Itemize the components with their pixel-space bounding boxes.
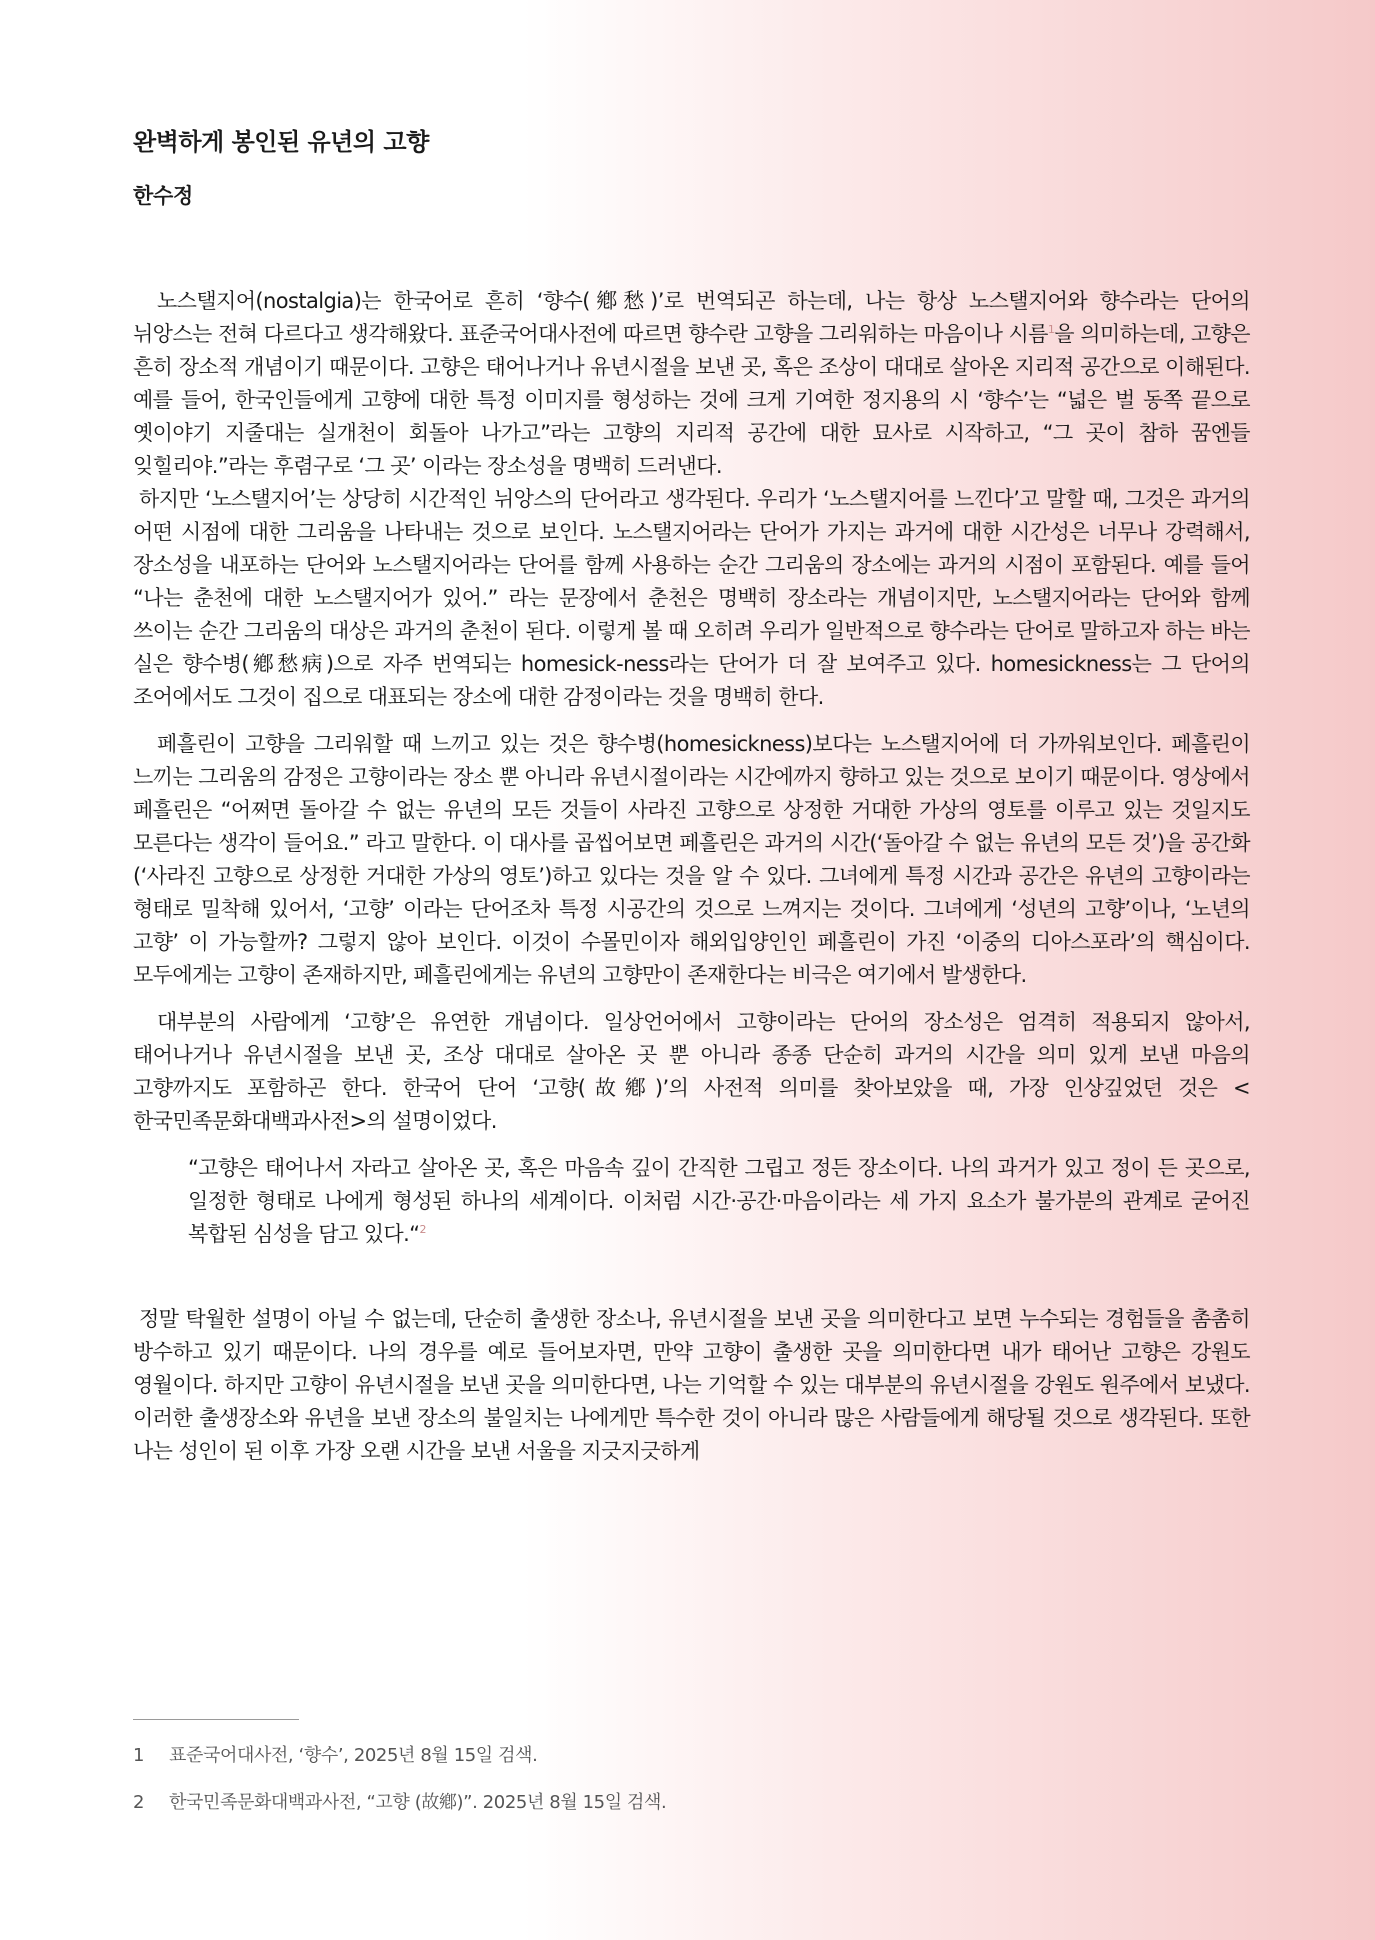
paragraph-1 [133,285,1250,714]
paragraph-1-text-a: 노스탤지어(nostalgia)는 한국어로 흔히 ‘향수(鄕愁)’로 번역되곤 하는데, 나는 항상 노스탤지어와 향수라는 단어의 뉘앙스는 전혀 다르다고 생각해왔다. 표준국어대사전에 따르면 향수란 고향을 그리워하는 마음이나 시름 [133,289,1250,346]
footnote-1-text: 표준국어대사전, ‘향수’, 2025년 8월 15일 검색. [169,1745,538,1766]
article-body [133,285,1250,1482]
footnote-1 [133,1741,537,1767]
paragraph-3: 페흘린이 고향을 그리워할 때 느끼고 있는 것은 향수병(homesickness)보다는 노스탤지어에 더 가까워보인다. 페흘린이 느끼는 그리움의 감정은 고향이라는 장소 뿐 아니라 유년시절이라는 시간에까지 향하고 있는 것으로 보이기 때문이다. 영상에서 페흘린은 “어쩌면 돌아갈 수 없는 유년의 모든 것들이 사라진 고향으로 상정한 거대한 가상의 영토를 이루고 있는 것일지도 모른다는 생각이 들어요.” 라고 말한다. 이 대사를 곱씹어보면 페흘린은 과거의 시간(‘돌아갈 수 없는 유년의 모든 것’)을 공간화(‘사라진 고향으로 상정한 거대한 가상의 영토’)하고 있다는 것을 알 수 있다. 그녀에게 특정 시간과 공간은 유년의 고향이라는 형태로 밀착해 있어서, ‘고향’ 이라는 단어조차 특정 시공간의 것으로 느껴지는 것이다. 그녀에게 ‘성년의 고향’이나, ‘노년의 고향’ 이 가능할까? 그렇지 않아 보인다. 이것이 수몰민이자 해외입양인인 페흘린이 가진 ‘이중의 디아스포라’의 핵심이다. 모두에게는 고향이 존재하지만, 페흘린에게는 유년의 고향만이 존재한다는 비극은 여기에서 발생한다. [133,732,1250,987]
block-quote [188,1152,1250,1251]
footnote-2-number: 2 [133,1792,145,1813]
footnote-divider [133,1719,299,1720]
footnote-ref-2[interactable]: 2 [419,1223,426,1236]
footnote-ref-1[interactable]: 1 [1047,323,1055,336]
paragraph-2-text: 하지만 ‘노스탤지어’는 상당히 시간적인 뉘앙스의 단어라고 생각된다. 우리가 ‘노스탤지어를 느낀다’고 말할 때, 그것은 과거의 어떤 시점에 대한 그리움을 나타내는 것으로 보인다. 노스탤지어라는 단어가 가지는 과거에 대한 시간성은 너무나 강력해서, 장소성을 내포하는 단어와 노스탤지어라는 단어를 함께 사용하는 순간 그리움의 장소에는 과거의 시점이 포함된다. 예를 들어 “나는 춘천에 대한 노스탤지어가 있어.” 라는 문장에서 춘천은 명백히 장소라는 개념이지만, 노스탤지어라는 단어와 함께 쓰이는 순간 그리움의 대상은 과거의 춘천이 된다. 이렇게 볼 때 오히려 우리가 일반적으로 향수라는 단어로 말하고자 하는 바는 실은 향수병(鄕愁病)으로 자주 번역되는 homesick-ness라는 단어가 더 잘 보여주고 있다. homesickness는 그 단어의 조어에서도 그것이 집으로 대표되는 장소에 대한 감정이라는 것을 명백히 한다. [133,487,1250,709]
document-page [133,0,1250,1940]
article-title: 완벽하게 봉인된 유년의 고향 [133,128,429,156]
footnote-1-number: 1 [133,1745,145,1766]
footnote-2-text: 한국민족문화대백과사전, “고향 (故鄕)”. 2025년 8월 15일 검색. [169,1792,667,1813]
block-quote-text: “고향은 태어나서 자라고 살아온 곳, 혹은 마음속 깊이 간직한 그립고 정든 장소이다. 나의 과거가 있고 정이 든 곳으로, 일정한 형태로 나에게 형성된 하나의 세계이다. 이처럼 시간·공간·마음이라는 세 가지 요소가 불가분의 관계로 굳어진 복합된 심성을 담고 있다.“ [188,1156,1250,1246]
footnote-2 [133,1788,666,1814]
paragraph-4: 대부분의 사람에게 ‘고향’은 유연한 개념이다. 일상언어에서 고향이라는 단어의 장소성은 엄격히 적용되지 않아서, 태어나거나 유년시절을 보낸 곳, 조상 대대로 살아온 곳 뿐 아니라 종종 단순히 과거의 시간을 의미 있게 보낸 마음의 고향까지도 포함하곤 한다. 한국어 단어 ‘고향(故鄕)’의 사전적 의미를 찾아보았을 때, 가장 인상깊었던 것은 <한국민족문화대백과사전>의 설명이었다. [133,1010,1250,1133]
paragraph-1-text-b: 을 의미하는데, 고향은 흔히 장소적 개념이기 때문이다. 고향은 태어나거나 유년시절을 보낸 곳, 혹은 조상이 대대로 살아온 지리적 공간으로 이해된다. 예를 들어, 한국인들에게 고향에 대한 특정 이미지를 형성하는 것에 크게 기여한 정지용의 시 ‘향수’는 “넓은 벌 동쪽 끝으로 옛이야기 지줄대는 실개천이 회돌아 나가고”라는 고향의 지리적 공간에 대한 묘사로 시작하고, “그 곳이 참하 꿈엔들 잊힐리야.”라는 후렴구로 ‘그 곳’ 이라는 장소성을 명백히 드러낸다. [133,322,1250,478]
paragraph-5: 정말 탁월한 설명이 아닐 수 없는데, 단순히 출생한 장소나, 유년시절을 보낸 곳을 의미한다고 보면 누수되는 경험들을 촘촘히 방수하고 있기 때문이다. 나의 경우를 예로 들어보자면, 만약 고향이 출생한 곳을 의미한다면 내가 태어난 고향은 강원도 영월이다. 하지만 고향이 유년시절을 보낸 곳을 의미한다면, 나는 기억할 수 있는 대부분의 유년시절을 강원도 원주에서 보냈다. 이러한 출생장소와 유년을 보낸 장소의 불일치는 나에게만 특수한 것이 아니라 많은 사람들에게 해당될 것으로 생각된다. 또한 나는 성인이 된 이후 가장 오랜 시간을 보낸 서울을 지긋지긋하게 [133,1307,1250,1463]
author-name: 한수정 [133,184,193,208]
